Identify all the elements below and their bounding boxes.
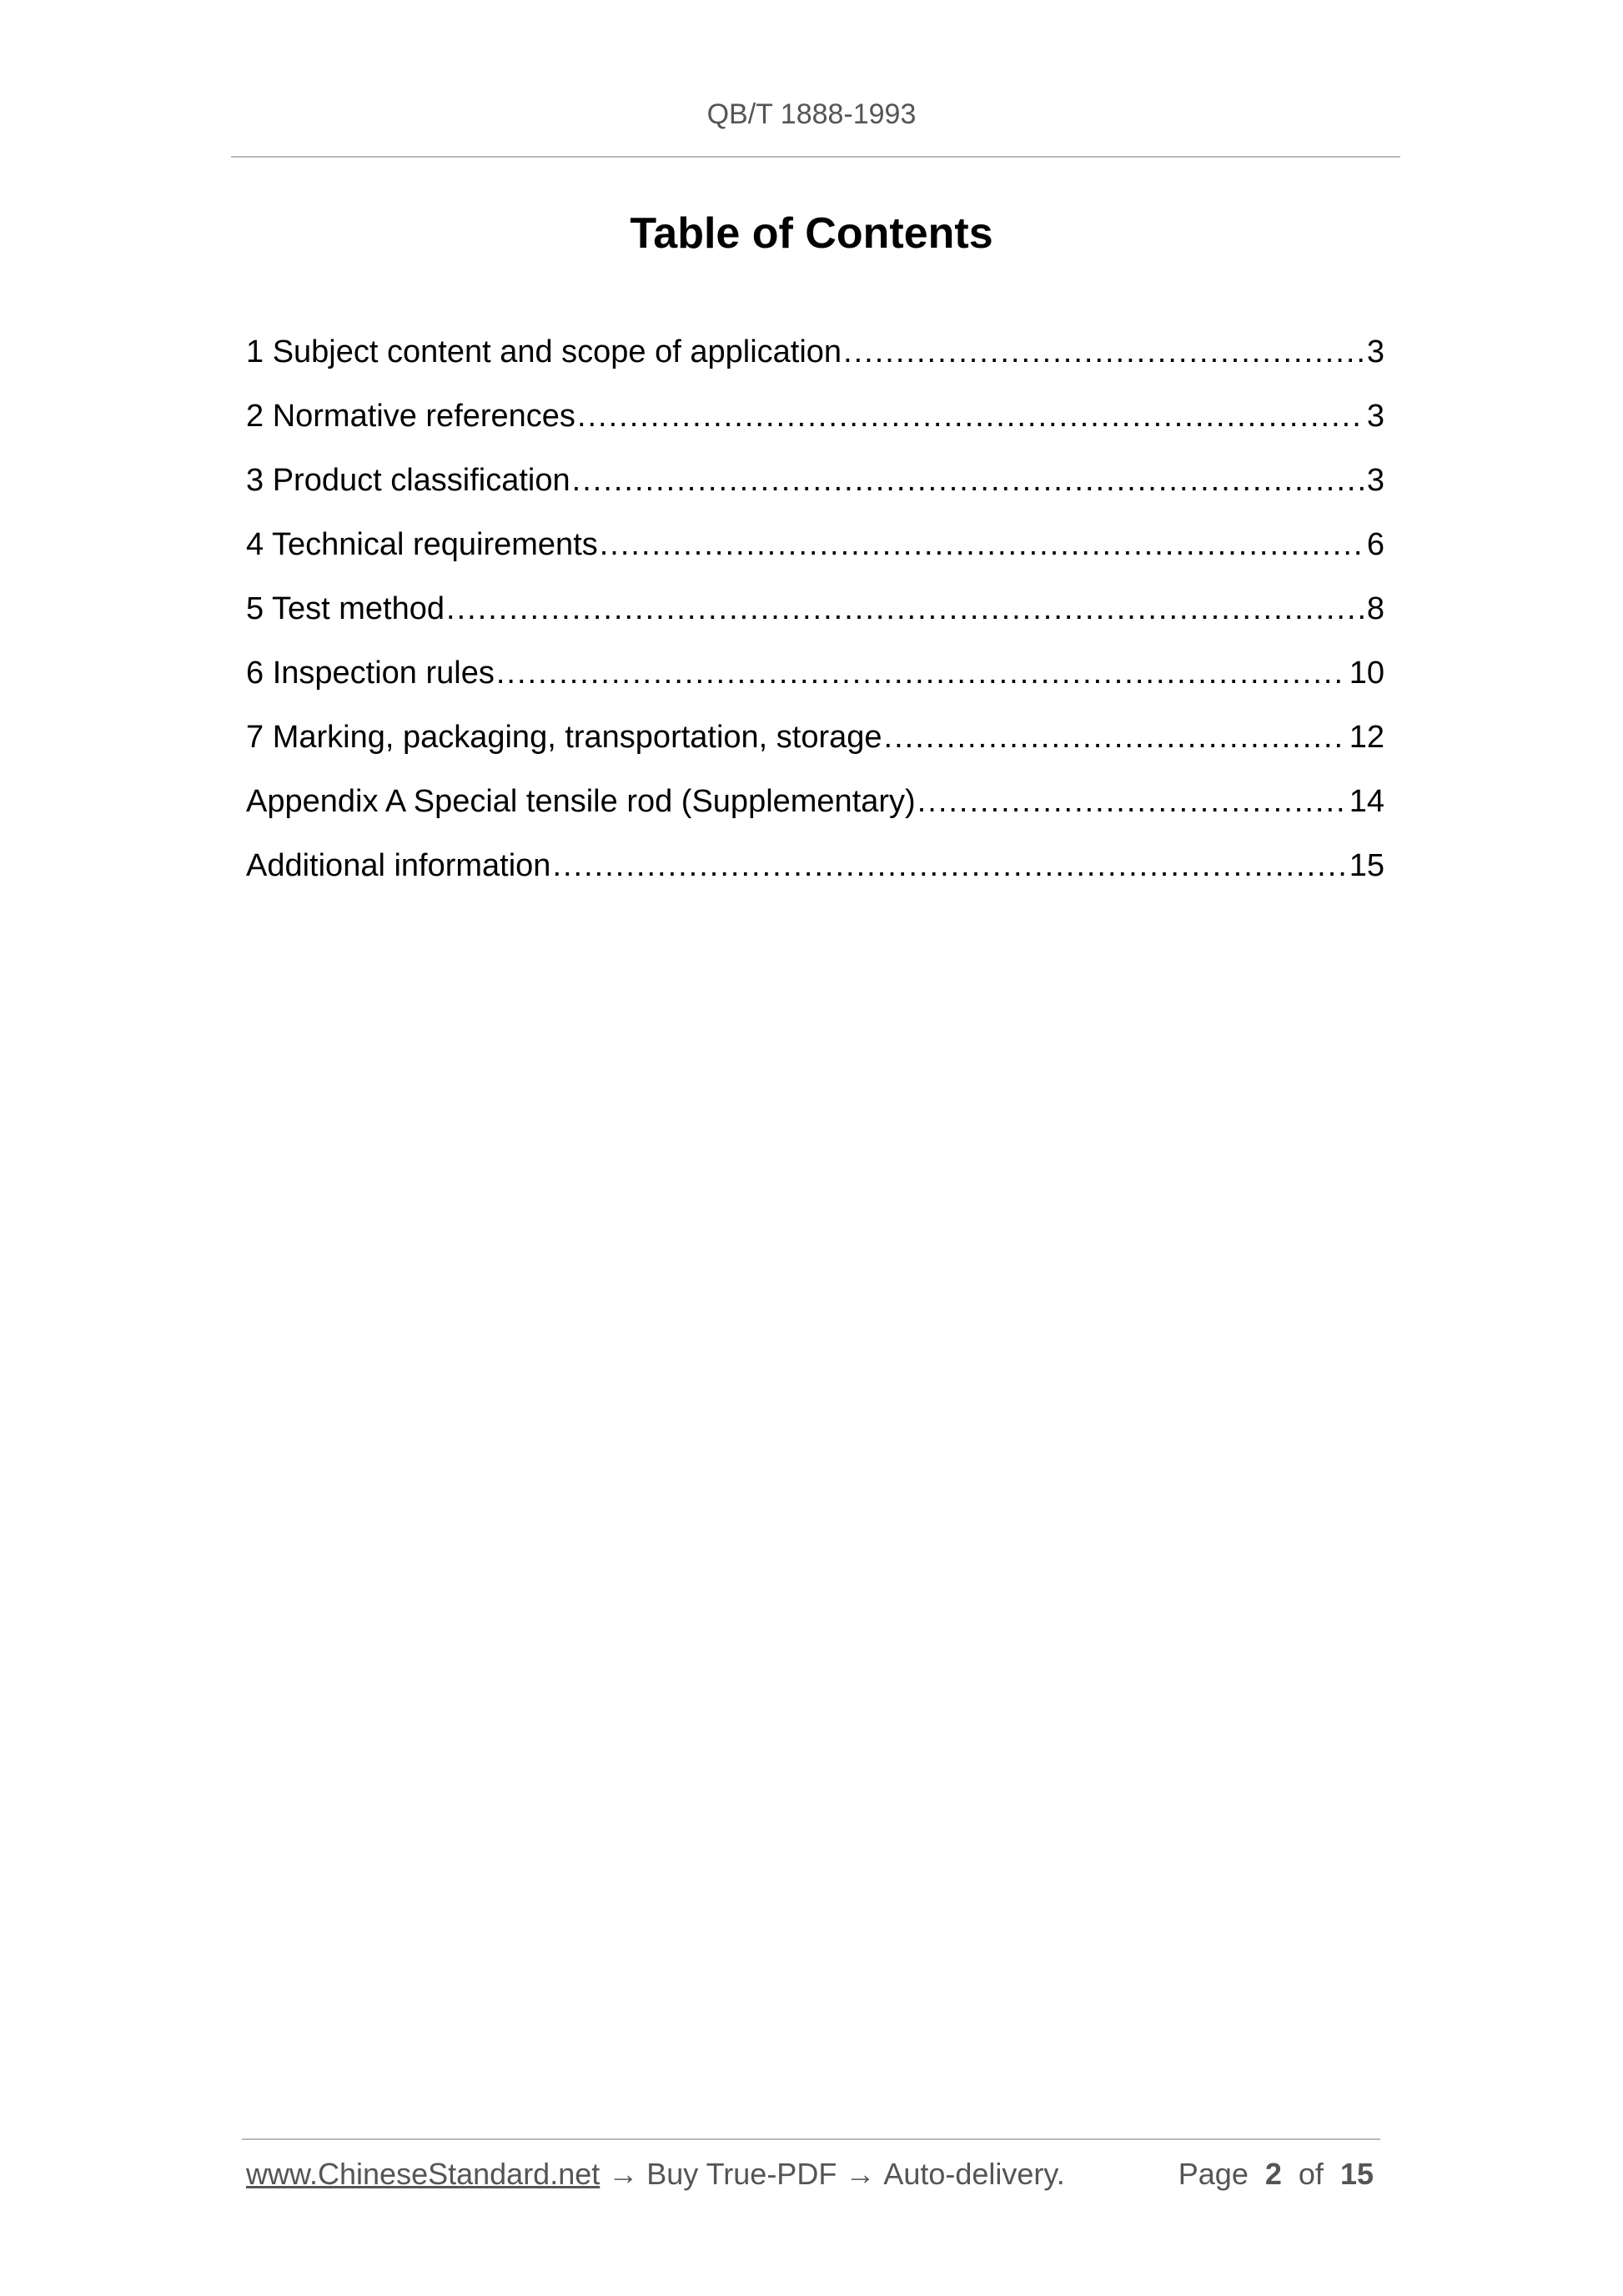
toc-title: Table of Contents [630, 209, 993, 258]
page-number [1178, 2157, 1374, 2192]
toc-entry-page: 15 [1349, 848, 1384, 883]
toc-entry-page: 6 [1366, 527, 1384, 562]
toc-dot-leader [917, 776, 1346, 826]
toc-dot-leader [552, 841, 1345, 891]
toc-entry[interactable] [246, 584, 1384, 648]
toc-dot-leader [600, 520, 1364, 570]
toc-entry-page: 8 [1366, 591, 1384, 626]
toc-entry-label: Additional information [246, 848, 551, 883]
toc-entry[interactable] [246, 520, 1384, 584]
toc-dot-leader [446, 584, 1364, 634]
toc-entry[interactable] [246, 391, 1384, 455]
toc-entry-label: 3 Product classification [246, 463, 570, 498]
toc-entry[interactable] [246, 841, 1384, 905]
current-page-number: 2 [1264, 2157, 1282, 2191]
toc-dot-leader [884, 712, 1346, 762]
page-word: Page [1178, 2157, 1249, 2191]
buy-true-pdf-text: Buy True-PDF [646, 2157, 837, 2191]
toc-entry[interactable] [246, 327, 1384, 391]
toc-entry-label: 2 Normative references [246, 399, 575, 434]
toc-entry-page: 10 [1349, 656, 1384, 691]
toc-entry-label: Appendix A Special tensile rod (Supplementary) [246, 784, 916, 819]
toc-dot-leader [843, 327, 1364, 377]
toc-entry-page: 14 [1349, 784, 1384, 819]
website-link[interactable]: www.ChineseStandard.net [246, 2157, 600, 2191]
toc-entry-label: 7 Marking, packaging, transportation, storage [246, 720, 882, 755]
toc-entry-page: 12 [1349, 720, 1384, 755]
of-word: of [1298, 2157, 1324, 2191]
toc-dot-leader [577, 391, 1364, 441]
toc-entry-label: 5 Test method [246, 591, 445, 626]
auto-delivery-text: Auto-delivery. [883, 2157, 1065, 2191]
toc-entry-page: 3 [1366, 463, 1384, 498]
header-divider [231, 156, 1400, 158]
toc-entry-label: 1 Subject content and scope of application [246, 334, 842, 369]
footer-promo [246, 2157, 1065, 2192]
toc-entry[interactable] [246, 712, 1384, 776]
toc-entry[interactable] [246, 648, 1384, 712]
toc-dot-leader [572, 455, 1364, 505]
arrow-right-icon: → [845, 2157, 876, 2191]
toc-entry-page: 3 [1366, 334, 1384, 369]
total-pages-number: 15 [1339, 2157, 1374, 2191]
toc-entry-page: 3 [1366, 399, 1384, 434]
toc-entry[interactable] [246, 455, 1384, 520]
document-code-header: QB/T 1888-1993 [706, 98, 917, 130]
toc-entry[interactable] [246, 776, 1384, 841]
toc-list [246, 327, 1384, 905]
toc-dot-leader [496, 648, 1346, 698]
footer-divider [242, 2138, 1380, 2140]
toc-entry-label: 4 Technical requirements [246, 527, 598, 562]
toc-entry-label: 6 Inspection rules [246, 656, 495, 691]
arrow-right-icon: → [608, 2157, 639, 2191]
page-footer [246, 2157, 1380, 2198]
